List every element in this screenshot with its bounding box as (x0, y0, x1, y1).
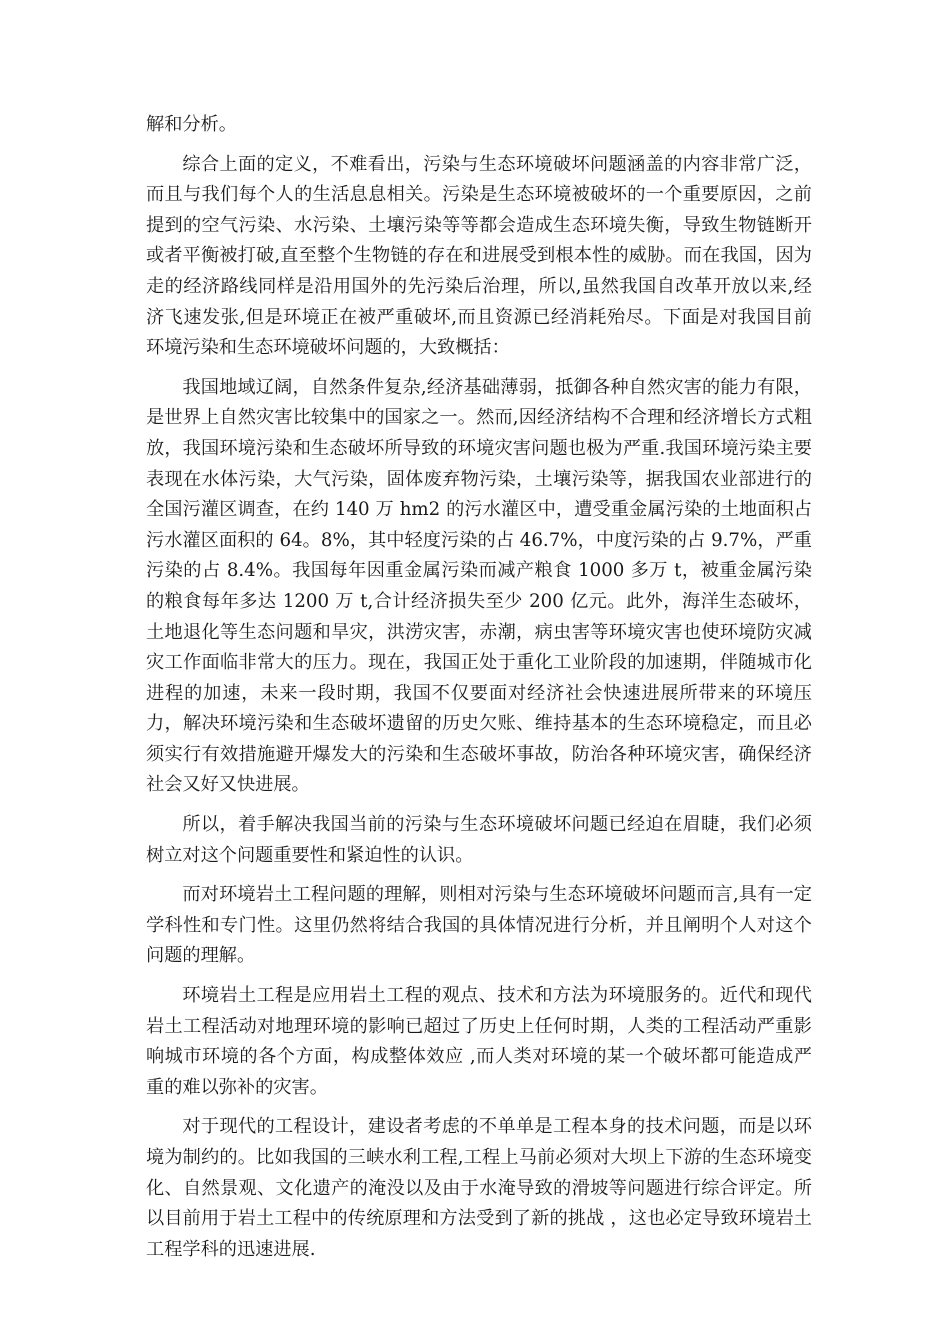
document-page (146, 110, 812, 1274)
paragraph-geotech-intro: 而对环境岩土工程问题的理解，则相对污染与生态环境破坏问题而言,具有一定学科性和专门性。这里仍然将结合我国的具体情况进行分析，并且阐明个人对这个问题的理解。 (146, 884, 812, 967)
paragraph-definition-summary: 综合上面的定义，不难看出，污染与生态环境破坏问题涵盖的内容非常广泛，而且与我们每个人的生活息息相关。污染是生态环境被破坏的一个重要原因，之前提到的空气污染、水污染、土壤污染等等都会造成生态环境失衡，导致生物链断开或者平衡被打破,直至整个生物链的存在和进展受到根本性的威胁。而在我国，因为走的经济路线同样是沿用国外的先污染后治理，所以,虽然我国自改革开放以来,经济飞速发张,但是环境正在被严重破坏,而且资源已经消耗殆尽。下面是对我国目前环境污染和生态环境破坏问题的，大致概括： (146, 153, 812, 359)
paragraph-engineering-design: 对于现代的工程设计，建设者考虑的不单单是工程本身的技术问题，而是以环境为制约的。比如我国的三峡水利工程,工程上马前必须对大坝上下游的生态环境变化、自然景观、文化遗产的淹没以及由于水淹导致的滑坡等问题进行综合评定。所以目前用于岩土工程中的传统原理和方法受到了新的挑战 ，这也必定导致环境岩土工程学科的迅速进展. (146, 1116, 812, 1260)
paragraph-urgency: 所以，着手解决我国当前的污染与生态环境破坏问题已经迫在眉睫，我们必须树立对这个问题重要性和紧迫性的认识。 (146, 814, 812, 866)
paragraph-china-environment: 我国地域辽阔，自然条件复杂,经济基础薄弱，抵御各种自然灾害的能力有限，是世界上自然灾害比较集中的国家之一。然而,因经济结构不合理和经济增长方式粗放，我国环境污染和生态破坏所导致的环境灾害问题也极为严重.我国环境污染主要表现在水体污染，大气污染，固体废弃物污染，土壤污染等，据我国农业部进行的全国污灌区调查，在约 140 万 hm2 的污水灌区中，遭受重金属污染的土地面积占污水灌区面积的 64。8%，其中轻度污染的占 46.7%，中度污染的占 9.7%，严重污染的占 8.4%。我国每年因重金属污染而减产粮食 1000 多万 t，被重金属污染的粮食每年多达 1200 万 t,合计经济损失至少 200 亿元。此外，海洋生态破坏，土地退化等生态问题和旱灾，洪涝灾害，赤潮，病虫害等环境灾害也使环境防灾减灾工作面临非常大的压力。现在，我国正处于重化工业阶段的加速期，伴随城市化进程的加速，未来一段时期，我国不仅要面对经济社会快速进展所带来的环境压力，解决环境污染和生态破坏遗留的历史欠账、维持基本的生态环境稳定，而且必须实行有效措施避开爆发大的污染和生态破坏事故，防治各种环境灾害，确保经济社会又好又快进展。 (146, 376, 812, 796)
paragraph-continuation: 解和分析。 (146, 114, 237, 135)
paragraph-geotech-definition: 环境岩土工程是应用岩土工程的观点、技术和方法为环境服务的。近代和现代岩土工程活动对地理环境的影响已超过了历史上任何时期，人类的工程活动严重影响城市环境的各个方面，构成整体效应 ,而人类对环境的某一个破坏都可能造成严重的难以弥补的灾害。 (146, 985, 812, 1098)
